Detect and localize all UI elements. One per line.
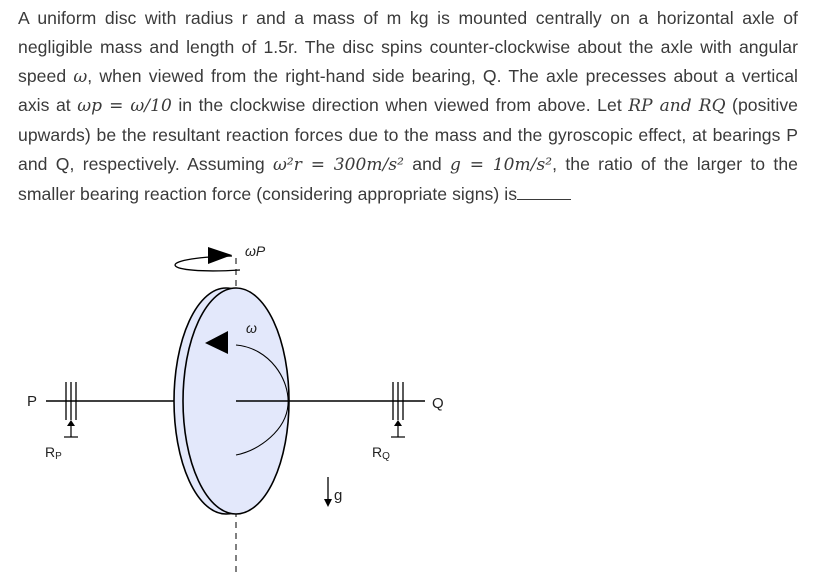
reaction-forces-expression: RP and RQ xyxy=(628,96,726,117)
label-omega-p: ωP xyxy=(245,243,266,259)
precession-arrowhead-icon xyxy=(208,247,232,264)
label-g: g xyxy=(334,487,343,504)
gravity-expression: g = 10m/s² xyxy=(450,154,553,175)
question-text xyxy=(18,4,798,209)
gravity-arrow-icon xyxy=(324,477,332,507)
reaction-arrow-q-icon xyxy=(391,420,405,437)
question-seg6: , the ratio of the larger to the smaller bearing reaction force (considering appropriate signs) is xyxy=(18,153,798,204)
label-rp: RP xyxy=(45,444,62,462)
label-omega: ω xyxy=(246,320,257,336)
label-p: P xyxy=(27,393,38,410)
precession-speed-expression: ωp = ω/10 xyxy=(77,96,172,117)
label-rq: RQ xyxy=(372,444,390,462)
precession-arc xyxy=(175,256,240,271)
question-seg1: A uniform disc with radius r and a mass of m kg is mounted centrally on a horizontal axle of negligible mass and length of 1.5r. The disc spins counter-clockwise about the axle with angular speed xyxy=(18,8,798,86)
omega-squared-r-expression: ω²r = 300m/s² xyxy=(273,154,404,175)
label-q: Q xyxy=(432,395,444,412)
question-seg3: in the clockwise direction when viewed from above. Let xyxy=(171,95,629,116)
question-seg2: , when viewed from the right-hand side bearing, Q. The axle precesses about a vertical axis at xyxy=(18,65,798,116)
gyroscope-figure xyxy=(0,230,837,577)
omega-symbol: ω xyxy=(73,66,88,87)
question-seg4: (positive upwards) be the resultant reaction forces due to the mass and the gyroscopic effect, at bearings P and Q, respectively. Assuming xyxy=(18,95,799,174)
answer-blank xyxy=(517,185,571,200)
reaction-arrow-p-icon xyxy=(64,420,78,437)
question-seg5: and xyxy=(404,153,451,174)
